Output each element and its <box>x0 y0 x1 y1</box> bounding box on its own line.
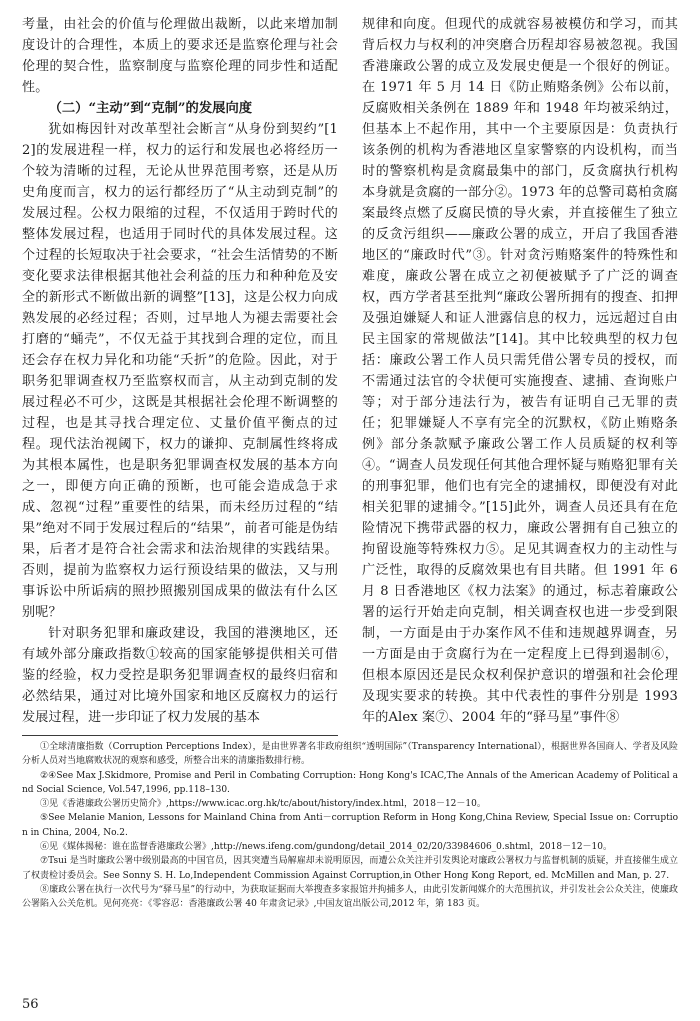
footnote-item: ⑦Tsui 是当时廉政公署中级别最高的中国官员，因其突遭当局解雇却未说明原因，而遭公众关注并引发舆论对廉政公署权力与监督机制的质疑，并直接催生成立了权责检讨委员会。See Sonny S. H. Lo,Independent Commission Against Corruption,in Other Hong Kong Report, ed. McMillen and Man, p. 27. <box>22 856 678 881</box>
paragraph-body: 针对职务犯罪和廉政建设，我国的港澳地区，还有域外部分廉政指数①较高的国家能够提供相关可借鉴的经验，权力受控是职务犯罪调查权的最终归宿和必然结果，通过对比境外国家和地区反腐权力的运行发展过程，进一步印证了权力发展的基本 <box>22 626 338 725</box>
footnote-list <box>22 740 678 912</box>
footnote-item: ②④See Max J.Skidmore, Promise and Peril in Combating Corruption: Hong Kong's ICAC,The Annals of the American Academy of Political and Social Science, Vol.547,1996, pp.118–130. <box>22 770 678 795</box>
left-column <box>22 14 338 728</box>
footnote-item: ⑧廉政公署在执行一次代号为“驿马星”的行动中，为获取证据而大举搜查多家报馆并拘捕多人，由此引发新闻媒介的大范围抗议，并引发社会公众关注，使廉政公署陷入公关危机。见何亮亮：《零容忍：香港廉政公署 40 年肃贪记录》,中国友谊出版公司,2012 年，第 183 页。 <box>22 884 678 910</box>
paragraph-body: 犹如梅因针对改革型社会断言“从身份到契约”[12]的发展进程一样，权力的运行和发展也必将经历一个较为清晰的过程，无论从世界范围考察，还是从历史角度而言，权力的运行都经历了“从主动到克制”的发展过程。公权力限缩的过程，不仅适用于跨时代的整体发展过程，也适用于同时代的具体发展过程。这个过程的长短取决于社会要求，“社会生活情势的不断变化要求法律根据其他社会利益的压力和种种危及安全的新形式不断做出新的调整”[13]，这是公权力向成熟发展的必经过程；否则，过早地人为褪去需要社会打磨的“蛹壳”，不仅无益于其找到合理的定位，而且还会存在权力异化和功能“夭折”的危险。因此，对于职务犯罪调查权乃至监察权而言，从主动到克制的发展过程必不可少，这既是其根据社会伦理不断调整的过程，也是其寻找合理定位、丈量价值平衡点的过程。现代法治视阈下，权力的谦抑、克制属性终将成为其根本属性，也是职务犯罪调查权发展的基本方向之一，即便方向正确的预断，也可能会造成急于求成、忽视“过程”重要性的结果，而未经历过程的“结果”绝对不同于发展过程后的“结果”，前者可能是伪结果，后者才是符合社会需求和法治规律的实践结果。否则，提前为监察权力运行预设结果的做法，又与刑事诉讼中所诟病的照抄照搬别国成果的做法有什么区别呢？ <box>22 122 338 620</box>
footnote-separator-rule <box>22 735 338 736</box>
paragraph-continuation: 考量，由社会的价值与伦理做出裁断，以此来增加制度设计的合理性，本质上的要求还是监察伦理与社会伦理的契合性，监察制度与监察伦理的同步性和适配性。 <box>22 17 338 95</box>
section-heading: （二）“主动”到“克制”的发展向度 <box>48 101 253 116</box>
footnote-item: ⑥见《媒体揭秘：谁在监督香港廉政公署》,http://news.ifeng.com/gundong/detail_2014_02/20/33984606_0.shtml，2018－12－10。 <box>40 842 613 853</box>
paragraph-body: 规律和向度。但现代的成就容易被模仿和学习，而其背后权力与权利的冲突磨合历程却容易被忽视。我国香港廉政公署的成立及发展史便是一个很好的例证。在 1971 年 5 月 14 日《防止贿赂条例》公布以前，反腐败相关条例在 1889 年和 1948 年均被采纳过，但基本上不起作用，其中一个主要原因是：负责执行该条例的机构为香港地区皇家警察的内设机构，而当时的警察机构是贪腐最集中的部门，反贪腐执行机构本身就是贪腐的一部分②。1973 年的总警司葛柏贪腐案最终点燃了反腐民愤的导火索，并直接催生了独立的反贪污组织——廉政公署的成立，开启了我国香港地区的“廉政时代”③。针对贪污贿赂案件的特殊性和难度，廉政公署在成立之初便被赋予了广泛的调查权，西方学者甚至批判“廉政公署所拥有的搜查、扣押及强迫嫌疑人和证人泄露信息的权力，远远超过自由民主国家的常规做法”[14]。其中比较典型的权力包括：廉政公署工作人员只需凭借公署专员的授权，而不需通过法官的令状便可实施搜查、逮捕、查询账户等；对于部分违法行为，被告有证明自己无罪的责任；犯罪嫌疑人不享有完全的沉默权，《防止贿赂条例》部分条款赋予廉政公署工作人员质疑的权利等④。“调查人员发现任何其他合理怀疑与贿赂犯罪有关的刑事犯罪，他们也有完全的逮捕权，即便没有对此相关犯罪的逮捕令。”[15]此外，调查人员还具有在危险情况下携带武器的权力，廉政公署拥有自己独立的拘留设施等特殊权力⑤。足见其调查权力的主动性与广泛性，取得的反腐效果也有目共睹。但 1991 年 6 月 8 日香港地区《权力法案》的通过，标志着廉政公署的运行开始走向克制，相关调查权也进一步受到限制，一方面是由于办案作风不佳和违规越界调查，另一方面是由于贪腐行为在一定程度上已得到遏制⑥，但根本原因还是民众权利保护意识的增强和社会伦理及现实要求的转换。其中代表性的事件分别是 1993 年的Alex 案⑦、2004 年的“驿马星”事件⑧ <box>362 17 678 725</box>
two-column-body <box>22 14 678 728</box>
footnote-item: ⑤See Melanie Manion, Lessons for Mainland China from Anti－corruption Reform in Hong Kong,China Review, Special Issue on: Corruption in China, 2004, No.2. <box>22 813 678 838</box>
footnote-item: ①全球清廉指数（Corruption Perceptions Index），是由世界著名非政府组织“透明国际”（Transparency International），根据世界各国商人、学者及风险分析人员对当地腐败状况的观察和感受，所整合出来的清廉指数排行榜。 <box>22 742 678 767</box>
right-column <box>362 14 678 728</box>
page-number: 56 <box>22 997 39 1012</box>
footnote-item: ③见《香港廉政公署历史简介》,https://www.icac.org.hk/tc/about/history/index.html，2018－12－10。 <box>40 799 486 810</box>
